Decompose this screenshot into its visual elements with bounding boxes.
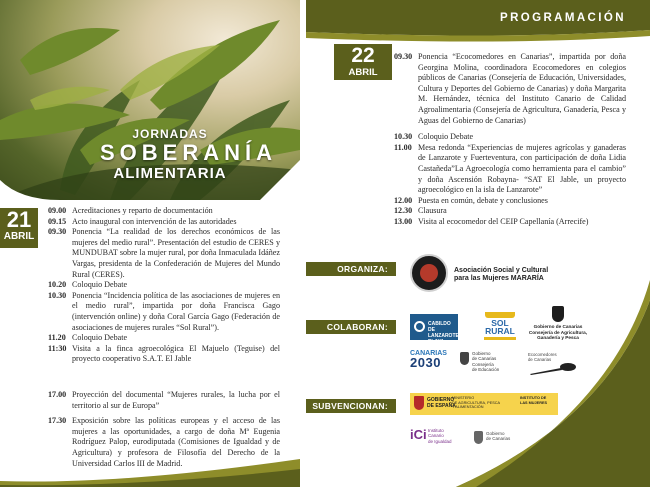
schedule-text: Clausura: [418, 206, 447, 216]
mararia-logo: [410, 254, 448, 292]
gobierno-line1: GOBIERNO: [427, 397, 455, 403]
gobierno-canarias-educacion-logo: [460, 351, 508, 373]
schedule-text: Acto inaugural con intervención de las autoridades: [72, 216, 237, 226]
instituto-line2: LAS MUJERES: [520, 400, 548, 405]
date-badge-22: [334, 44, 392, 80]
schedule-item: [394, 196, 626, 207]
spoon-icon: [528, 362, 578, 376]
schedule-text: Mesa redonda “Experiencias de mujeres agrícolas y ganaderas de Lanzarote y Fuerteventura, con participación de doña Lidia Castañeda”La Agroecología como herramienta para el cambio” y doña Ascensión Robayna- “SAT El Jable, un proyecto agroecológico en la isla de Lanzarote”: [418, 142, 626, 195]
page-title: PROGRAMACIÓN: [500, 12, 626, 24]
cover-photo: [0, 0, 300, 200]
lanzarote-line3: PLAYA: [428, 339, 445, 345]
schedule-item: [48, 227, 280, 280]
gobierno-espana-text: [427, 398, 456, 409]
date-month: ABRIL: [3, 231, 35, 242]
gobcan2-line2: de Canarias: [472, 356, 497, 362]
organizer-name: [454, 267, 548, 283]
left-panel: [0, 0, 300, 487]
schedule-item: [48, 291, 280, 333]
schedule-time: 13.00: [394, 216, 413, 226]
ici-line1: Instituto: [428, 428, 444, 433]
schedule-text: Exposición sobre las políticas europeas y el acceso de las mujeres a las oportunidades, a cargo de doña Mª Eugenia Rodríguez Palop, eurodiputada (Comisiones de Igualdad y de Agricultura) y profesora de Filosofía del Derecho de la Universidad Carlos III de Madrid.: [72, 416, 280, 468]
subvencionan-label: SUBVENCIONAN:: [306, 399, 396, 413]
ministerio-line1: MINISTERIO: [452, 396, 475, 400]
right-panel: [306, 0, 650, 487]
schedule-time: 09.30: [394, 52, 413, 61]
footer-wave: [0, 455, 300, 487]
ecocom-line2: de Canarias: [528, 357, 552, 362]
gobcan1-line1: Gobierno de Canarias: [533, 324, 583, 329]
schedule-time: 17.00: [48, 390, 67, 399]
schedule-time: 09.15: [48, 216, 67, 226]
instituto-mujeres-text: [520, 396, 556, 405]
schedule-time: 09.30: [48, 227, 67, 237]
event-title-line3: ALIMENTARIA: [113, 165, 227, 182]
gobcan1-line3: Ganadería y Pesca: [537, 335, 579, 340]
schedule-time: 12.30: [394, 206, 413, 216]
lanzarote-line1: CABILDO DE: [428, 321, 451, 333]
schedule-text: Ponencia “Ecocomedores en Canarias”, impartida por doña Georgina Molina, coordinadora Ecocomedores en colegios públicos de Canarias (Consejería de Educación, Universidades, Cultura y Deportes del Gobierno de Canarias) y doña Margarita M. Hernández, técnica del Instituto Canario de Calidad Agroalimentaria (Consejería de Agricultura, Ganadería, Pesca y Aguas del Gobierno de Canarias): [418, 52, 626, 125]
schedule-item: [394, 132, 626, 143]
ici-line2: Canario: [428, 433, 444, 439]
schedule-item: [48, 217, 280, 228]
schedule-item: [48, 390, 280, 411]
schedule-text: Coloquio Debate: [72, 333, 128, 343]
schedule-time: 11:30: [48, 343, 67, 353]
ici-line3: de Igualdad: [428, 438, 452, 444]
schedule-item: [48, 344, 280, 365]
date-month: ABRIL: [348, 67, 378, 78]
lanzarote-line2: LANZAROTE: [428, 333, 459, 339]
ici-mark: iCi: [410, 427, 427, 442]
event-title-line2: SOBERANÍA: [100, 140, 278, 165]
schedule-item: [394, 52, 626, 126]
schedule-time: 17.30: [48, 416, 67, 426]
canarias2030-line1: CANARIAS: [410, 350, 447, 357]
colaboran-label: COLABORAN:: [306, 320, 396, 334]
schedule-text: Coloquio Debate: [72, 280, 128, 290]
schedule-time: 10.30: [394, 132, 413, 142]
ministerio-line2: DE AGRICULTURA, PESCA: [452, 400, 501, 405]
lanzarote-logo: [410, 314, 459, 345]
schedule-text: Acreditaciones y reparto de documentación: [72, 206, 213, 215]
gobcan2-line3: Consejería: [472, 361, 494, 367]
organizer-name-line2: para las Mujeres MARARÍA: [454, 275, 544, 282]
gobcan3-line1: Gobierno: [486, 431, 505, 436]
schedule-time: 12.00: [394, 195, 413, 205]
ici-logo: [410, 428, 464, 444]
schedule-text: Visita al ecocomedor del CEIP Capellanía (Arrecife): [418, 216, 589, 226]
schedule-text: Ponencia “Incidencia política de las asociaciones de mujeres en el medio rural”, impartida por doña Francisca Gago (intervención online) y doña Coral García Gago (Federación de asociaciones de mujeres rurales “Sol Rural”).: [72, 290, 280, 332]
event-title-line1: JORNADAS: [132, 127, 208, 141]
solrural-line2: RURAL: [485, 326, 515, 336]
date-day: 22: [351, 44, 375, 67]
ecocomedores-logo: [528, 352, 588, 377]
schedule-item: [394, 206, 626, 217]
crest-icon: [474, 431, 483, 444]
spain-shield-icon: [414, 396, 424, 410]
schedule-text: Coloquio Debate: [418, 132, 474, 142]
schedule-text: Visita a la finca agroecológica El Majuelo (Teguise) del proyecto cooperativo S.A.T. El Jable: [72, 343, 280, 364]
canarias-2030-logo: [410, 349, 454, 370]
ministerio-line3: Y ALIMENTACIÓN: [452, 405, 484, 410]
schedule-item: [48, 280, 280, 291]
organizer-name-line1: Asociación Social y Cultural: [454, 267, 549, 274]
sol-rural-logo: [484, 312, 516, 340]
instituto-line1: INSTITUTO DE: [520, 396, 547, 400]
schedule-21-morning: [48, 206, 280, 365]
schedule-item: [48, 206, 280, 217]
schedule-time: 11.20: [48, 333, 66, 343]
schedule-time: 11.00: [394, 142, 412, 152]
crest-icon: [460, 352, 469, 365]
gobierno-canarias-agricultura-logo: [528, 306, 588, 341]
gobierno-line2: DE ESPAÑA: [427, 402, 456, 409]
schedule-item: [394, 217, 626, 228]
gobcan3-line2: de Canarias: [486, 436, 511, 442]
schedule-text: Ponencia “La realidad de los derechos económicos de las mujeres del medio rural”. Presentación del estudio de CERES y MUNDUBAT sobre la mujer rural, por doña Inmaculada Idáñez Vargas, presidenta de la Confederación de Mujeres del Mundo Rural (CERES).: [72, 227, 280, 279]
schedule-text: Proyección del documental “Mujeres rurales, la lucha por el territorio al sur de Europa”: [72, 390, 280, 410]
schedule-text: Puesta en común, debate y conclusiones: [418, 195, 548, 205]
gobcan1-line2: Consejería de Agricultura,: [528, 329, 588, 335]
organiza-label: ORGANIZA:: [306, 262, 396, 276]
gobcan2-line1: Gobierno: [472, 351, 491, 356]
gobierno-canarias-logo: [474, 431, 520, 442]
gobcan2-line4: de Educación: [472, 367, 500, 373]
canarias2030-line2: 2030: [410, 355, 441, 370]
gobierno-espana-logo: [410, 393, 558, 415]
crest-icon: [552, 306, 564, 322]
ecocom-line1: Ecocomedores: [528, 352, 557, 357]
schedule-item: [394, 143, 626, 196]
event-title: [100, 127, 278, 182]
schedule-time: 10.30: [48, 290, 67, 300]
schedule-time: 09.00: [48, 206, 67, 215]
schedule-22: [394, 52, 626, 228]
date-day: 21: [6, 207, 32, 232]
solrural-line1: SOL: [491, 318, 509, 328]
schedule-item: [48, 333, 280, 344]
schedule-time: 10.20: [48, 280, 67, 290]
date-badge-21: [0, 208, 38, 248]
